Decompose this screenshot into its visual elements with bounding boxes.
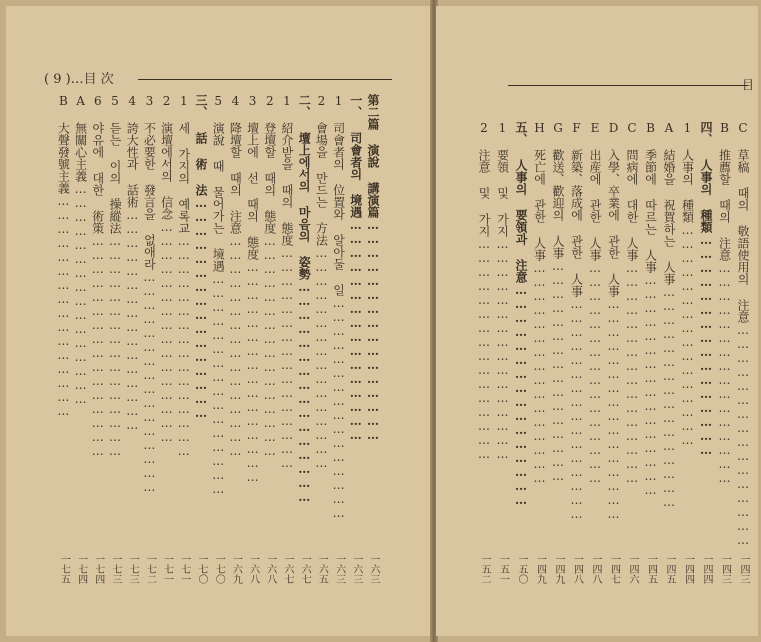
leader-dots: ………………………………………… — [228, 234, 243, 458]
toc-entry — [736, 121, 750, 547]
page-number: 一四四 — [701, 554, 712, 584]
page-number: 一六八 — [247, 554, 259, 584]
toc-entry — [514, 121, 528, 507]
toc-entry — [56, 94, 70, 418]
toc-entry-number: E — [588, 121, 602, 149]
page-number: 一七一 — [161, 554, 173, 584]
leader-dots: ………………………………………… — [606, 297, 621, 521]
page-number: 一四八 — [590, 554, 601, 584]
page-number: 一四四 — [682, 554, 694, 584]
leader-dots: ………………………………………… — [142, 270, 157, 494]
toc-entry-number: 2 — [477, 121, 491, 149]
toc-entry-number: C — [736, 121, 750, 149]
page-number: 一六七 — [299, 554, 311, 584]
leader-dots: ………………………………………… — [108, 234, 122, 458]
toc-entry-number: B — [643, 121, 658, 149]
leader-dots: ………………………………………… — [280, 246, 294, 470]
toc-entry — [477, 121, 491, 461]
toc-entry — [625, 121, 639, 485]
page-number: 一四九 — [553, 554, 564, 584]
leader-dots: ………………………………………… — [495, 237, 510, 461]
leader-dots: ………………………………………… — [314, 246, 329, 470]
page-number: 一七〇 — [213, 554, 225, 584]
leader-dots: ………………………………………… — [297, 280, 312, 504]
toc-entry-number: H — [532, 121, 547, 149]
toc-entry-number: A — [662, 121, 676, 149]
toc-entry-title: 人事의 種類 — [699, 159, 713, 233]
left-page — [6, 6, 434, 636]
toc-entry-title: 推薦할 때의 注意 — [717, 149, 732, 261]
toc-entry-number: 1 — [680, 121, 695, 149]
toc-entry-number: 1 — [495, 121, 510, 149]
toc-entry-number: 3 — [245, 94, 260, 122]
toc-entry-title: 季節에 따르는 人事 — [643, 149, 658, 273]
leader-dots: ………………………………………… — [588, 261, 602, 485]
toc-entry-number: B — [717, 121, 732, 149]
leader-dots: ………………………………………… — [514, 283, 528, 507]
page-number: 一七四 — [92, 554, 104, 584]
toc-entry-title: 紹介받을 때의 態度 — [280, 122, 294, 246]
page-number: 一四六 — [627, 554, 638, 584]
leader-dots: ………………………………………… — [532, 261, 547, 485]
toc-entry-title: 草稿 때의 敬語使用의 注意 — [736, 149, 750, 323]
header-rule — [138, 79, 392, 80]
leader-dots: ………………………………………… — [159, 220, 174, 444]
toc-entry-number: F — [569, 121, 584, 149]
toc-entry-number: D — [606, 121, 621, 149]
toc-entry-title: 死亡에 관한 人事 — [532, 149, 547, 261]
leader-dots: ………………………………………… — [211, 272, 226, 496]
page-number: 一四八 — [571, 554, 583, 584]
toc-entry — [699, 121, 713, 457]
toc-entry-title: 大聲發號主義 — [56, 122, 71, 194]
toc-entry-number: 5 — [211, 94, 226, 122]
toc-entry — [211, 94, 225, 496]
toc-entry-number: 1 — [280, 94, 294, 122]
page-header: ( 9 )…目 次 — [44, 72, 114, 87]
toc-entry-title: 問病에 대한 人事 — [625, 149, 639, 261]
toc-entry-title: 듣는 이의 操縱法 — [108, 122, 122, 234]
leader-dots: ………………………………………… — [680, 223, 695, 447]
toc-entry — [662, 121, 676, 509]
leader-dots: ………………………………………… — [662, 285, 676, 509]
toc-entry-number: 4 — [228, 94, 243, 122]
leader-dots: ………………………………………… — [90, 234, 105, 458]
page-number: 一四五 — [645, 554, 657, 584]
leader-dots: ………………………………………… — [331, 296, 346, 520]
page-number: 一六三 — [368, 554, 379, 584]
toc-entry — [142, 94, 156, 494]
toc-entry-number: 2 — [314, 94, 329, 122]
toc-entry-title: 演說 때 물어가는 境遇 — [211, 122, 226, 272]
toc-entry-title: 入學、卒業에 관한 人事 — [606, 149, 621, 297]
leader-dots: ………………………………………… — [176, 234, 191, 458]
toc-entry-number: 一、 — [348, 94, 363, 132]
toc-entry-title: 壇上에서의 마음의 姿勢 — [297, 132, 312, 280]
toc-entry — [177, 94, 191, 458]
page-number: 一四五 — [664, 554, 675, 584]
page-number: 一七〇 — [196, 554, 207, 584]
toc-entry-title: 司會者의 位置와 알아둘 일 — [331, 122, 346, 296]
page-number: 一七一 — [178, 554, 190, 584]
leader-dots: ………………………………………… — [643, 273, 658, 497]
page-number: 一七三 — [127, 554, 139, 584]
toc-entry-title: 新築、落成에 관한 人事 — [569, 149, 584, 297]
leader-dots: ………………………………………… — [736, 323, 750, 547]
toc-entry-title: 無關心主義 — [73, 122, 88, 182]
leader-dots: ………………………………………… — [366, 218, 380, 442]
page-number: 一四三 — [738, 554, 749, 584]
toc-entry-title: 結婚을 祝賀하는 人事 — [662, 149, 676, 285]
toc-entry-title: 出産에 관한 人事 — [588, 149, 602, 261]
page-number: 一六三 — [333, 554, 345, 584]
toc-entry-number: B — [56, 94, 71, 122]
toc-entry-title: 人事의 要領과 注意 — [514, 159, 528, 283]
toc-entry-title: 歡送、歡迎의 人事 — [551, 149, 565, 259]
toc-entry-title: 演說 講演篇 — [366, 144, 380, 218]
toc-entry-number: A — [73, 94, 88, 122]
toc-entry — [246, 94, 260, 484]
toc-entry — [681, 121, 695, 447]
leader-dots: ………………………………………… — [348, 218, 363, 442]
toc-entry-title: 話 術 法 — [194, 132, 208, 196]
page-number: 一七五 — [58, 554, 70, 584]
page-number: 一四九 — [534, 554, 546, 584]
toc-entry-title: 要領 및 가지 — [495, 149, 510, 237]
toc-entry-number: 五、 — [514, 121, 528, 159]
toc-entry — [314, 94, 328, 470]
page-number: 一六八 — [264, 554, 276, 584]
toc-entry-number: 2 — [159, 94, 174, 122]
toc-entry-title: 誇大性과 話術 — [125, 122, 140, 208]
toc-entry — [160, 94, 174, 444]
leader-dots: ………………………………………… — [477, 237, 491, 461]
leader-dots: ………………………………………… — [569, 297, 584, 521]
toc-entry — [74, 94, 88, 406]
toc-entry — [108, 94, 122, 458]
page-number: 一六三 — [350, 554, 362, 584]
toc-entry-number: 5 — [108, 94, 122, 122]
page-number: 一七四 — [75, 554, 87, 584]
page-number: 一七二 — [144, 554, 156, 584]
toc-entry — [588, 121, 602, 485]
toc-entry-number: 三、 — [194, 94, 208, 132]
toc-entry-title: 壇上에 선 때의 態度 — [245, 122, 260, 260]
toc-entry-title: 不必要한 發言을 없애라 — [142, 122, 157, 270]
toc-entry — [91, 94, 105, 458]
page-number: 一五二 — [479, 554, 490, 584]
toc-entry-title: 演壇에서의 信念 — [159, 122, 174, 220]
toc-entry — [644, 121, 658, 497]
toc-entry-title: 降壇할 때의 注意 — [228, 122, 243, 234]
toc-entry-number: 3 — [142, 94, 157, 122]
toc-entry-title: 司會者의 境遇 — [348, 132, 363, 218]
toc-entry — [263, 94, 277, 458]
toc-entry-number: C — [625, 121, 639, 149]
toc-entry — [349, 94, 363, 442]
toc-entry-number: 1 — [176, 94, 191, 122]
leader-dots: ………………………………………… — [699, 233, 713, 457]
toc-entry — [280, 94, 294, 470]
page-number: 一五〇 — [516, 554, 527, 584]
leader-dots: ………………………………………… — [73, 182, 88, 406]
leader-dots: ………………………………………… — [245, 260, 260, 484]
toc-entry-title: 登壇할 때의 態度 — [262, 122, 277, 234]
page-number: 一六七 — [282, 554, 293, 584]
toc-entry-number: 1 — [331, 94, 346, 122]
page-number: 一六九 — [230, 554, 242, 584]
leader-dots: ………………………………………… — [717, 261, 732, 485]
toc-entry — [366, 94, 380, 442]
leader-dots: ………………………………………… — [262, 234, 277, 458]
toc-entry-title: 會場을 만드는 方法 — [314, 122, 329, 246]
page-number: 一五一 — [497, 554, 509, 584]
toc-entry-title: 세 가지의 예록교 — [176, 122, 191, 234]
toc-entry — [332, 94, 346, 520]
toc-entry-number: 二、 — [297, 94, 312, 132]
toc-entry — [297, 94, 311, 504]
header-rule — [508, 85, 748, 86]
page-number: 一四七 — [608, 554, 620, 584]
toc-entry-number: 四、 — [699, 121, 713, 159]
page-number: 一四三 — [719, 554, 731, 584]
toc-entry-number: 第二篇 — [366, 94, 380, 144]
leader-dots: ………………………………………… — [125, 208, 140, 432]
toc-entry-title: 야유에 대한 術策 — [90, 122, 105, 234]
toc-entry-number: 6 — [90, 94, 105, 122]
leader-dots: ………………………………………… — [551, 259, 565, 483]
toc-entry — [228, 94, 242, 458]
toc-entry-title: 人事의 種類 — [680, 149, 695, 223]
toc-entry — [607, 121, 621, 521]
page-header: 目 — [741, 78, 754, 92]
leader-dots: ………………………………………… — [194, 196, 208, 420]
toc-entry — [570, 121, 584, 521]
toc-entry — [551, 121, 565, 483]
toc-entry-number: 4 — [125, 94, 140, 122]
toc-entry — [496, 121, 510, 461]
page-number: 一六五 — [316, 554, 328, 584]
toc-entry-title: 注意 및 가지 — [477, 149, 491, 237]
right-page — [436, 6, 758, 636]
toc-entry-number: 2 — [262, 94, 277, 122]
toc-entry — [125, 94, 139, 432]
toc-entry — [533, 121, 547, 485]
toc-entry-number: G — [551, 121, 565, 149]
toc-entry — [718, 121, 732, 485]
page-number: 一七三 — [110, 554, 121, 584]
leader-dots: ………………………………………… — [625, 261, 639, 485]
toc-entry — [194, 94, 208, 420]
leader-dots: ………………………………………… — [56, 194, 71, 418]
